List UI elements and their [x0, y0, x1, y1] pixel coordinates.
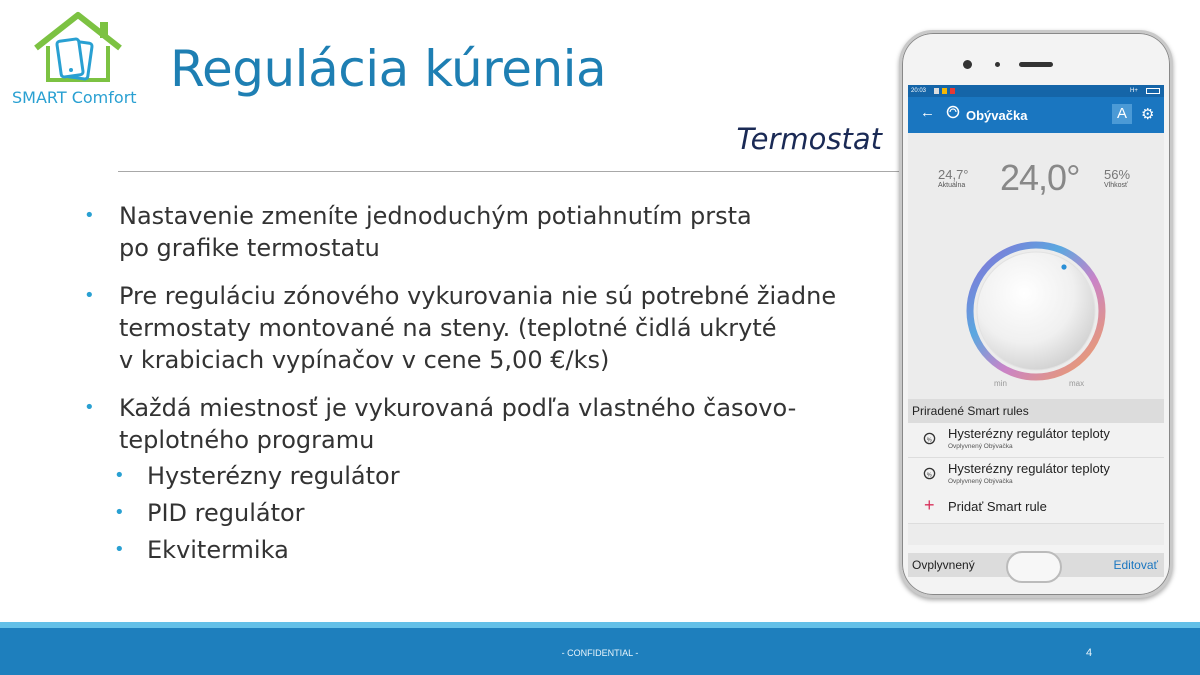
gear-icon[interactable]: ⚙ [1141, 106, 1155, 123]
slide-title: Regulácia kúrenia [170, 40, 607, 98]
phone-mockup [899, 30, 1173, 598]
sub-bullet-text: Ekvitermika [147, 536, 289, 564]
bullet-line: po grafike termostatu [119, 234, 380, 262]
slide-subtitle: Termostat [736, 122, 882, 156]
add-smart-rule-label: Pridať Smart rule [948, 499, 1047, 514]
auto-mode-button[interactable]: A [1112, 104, 1132, 124]
dial-min-label: min [994, 379, 1007, 388]
title-divider [118, 171, 900, 172]
phone-screen [908, 85, 1164, 572]
logo-text: SMART Comfort [12, 88, 137, 107]
back-arrow-icon[interactable]: ← [920, 104, 935, 121]
rule-subtitle: Ovplyvnený Obývačka [948, 478, 1013, 485]
sub-bullet-item [84, 534, 874, 566]
dial-max-label: max [1069, 379, 1085, 388]
house-phone-icon [30, 12, 126, 88]
bullet-item [84, 280, 874, 376]
target-temperature: 24,0° [1000, 157, 1080, 198]
affected-header-label: Ovplyvnený [912, 558, 975, 572]
room-title: Obývačka [966, 108, 1028, 123]
add-smart-rule-button[interactable] [908, 490, 1164, 524]
bullet-line: Každá miestnosť je vykurovaná podľa vlastného časovo- [119, 394, 797, 422]
bullet-line: Nastavenie zmeníte jednoduchým potiahnutím prsta [119, 202, 752, 230]
bullet-line: teplotného programu [119, 426, 375, 454]
bullet-dot: • [84, 285, 95, 306]
rule-icon [923, 467, 936, 480]
sub-bullet-item [84, 497, 874, 529]
app-bar [908, 97, 1164, 133]
front-camera-icon [963, 60, 972, 69]
bullet-list [84, 200, 874, 571]
rule-title: Hysterézny regulátor teploty [948, 426, 1110, 441]
smart-rule-item[interactable] [908, 423, 1164, 458]
smart-rules-header: Priradené Smart rules [908, 399, 1164, 423]
dial-indicator-dot[interactable] [1061, 264, 1066, 269]
bullet-dot: • [84, 205, 95, 226]
current-temperature: 24,7° [938, 167, 969, 182]
battery-icon [1146, 88, 1160, 94]
sub-bullet-text: PID regulátor [147, 499, 305, 527]
rule-title: Hysterézny regulátor teploty [948, 461, 1110, 476]
plus-icon: + [924, 495, 935, 515]
bullet-line: termostaty montované na steny. (teplotné čidlá ukryté [119, 314, 777, 342]
notification-icon [942, 88, 947, 94]
edit-link[interactable]: Editovať [1113, 558, 1158, 572]
sub-bullet-text: Hysterézny regulátor [147, 462, 400, 490]
smart-comfort-logo [8, 12, 148, 108]
readings-panel [908, 151, 1164, 198]
rule-subtitle: Ovplyvnený Obývačka [948, 443, 1013, 450]
bullet-dot: • [114, 465, 125, 486]
home-button[interactable] [1006, 551, 1062, 583]
notification-icon [950, 88, 955, 94]
status-time: 20:03 [911, 88, 927, 94]
confidential-label: - CONFIDENTIAL - [561, 648, 639, 658]
smart-rule-item[interactable] [908, 458, 1164, 493]
speaker-grille [1019, 62, 1053, 67]
svg-text:%: % [926, 472, 932, 479]
current-temperature-label: Aktuálna [938, 182, 966, 189]
bullet-dot: • [114, 539, 125, 560]
network-type: H+ [1130, 88, 1138, 94]
page-number: 4 [1086, 647, 1093, 659]
sub-bullet-item [84, 460, 874, 492]
bullet-line: v krabiciach vypínačov v cene 5,00 €/ks) [119, 346, 610, 374]
status-bar [908, 85, 1164, 97]
bullet-item [84, 392, 874, 456]
notification-icon [934, 88, 939, 94]
bullet-dot: • [114, 502, 125, 523]
thermostat-dial[interactable] [966, 241, 1106, 381]
svg-text:%: % [926, 437, 932, 444]
sensor-icon [995, 62, 1000, 67]
thermostat-icon [946, 105, 960, 122]
rule-icon [923, 432, 936, 445]
bullet-item [84, 200, 874, 264]
bullet-dot: • [84, 397, 95, 418]
humidity-value: 56% [1104, 167, 1131, 182]
humidity-label: Vlhkosť [1104, 182, 1128, 189]
bullet-line: Pre reguláciu zónového vykurovania nie sú potrebné žiadne [119, 282, 837, 310]
